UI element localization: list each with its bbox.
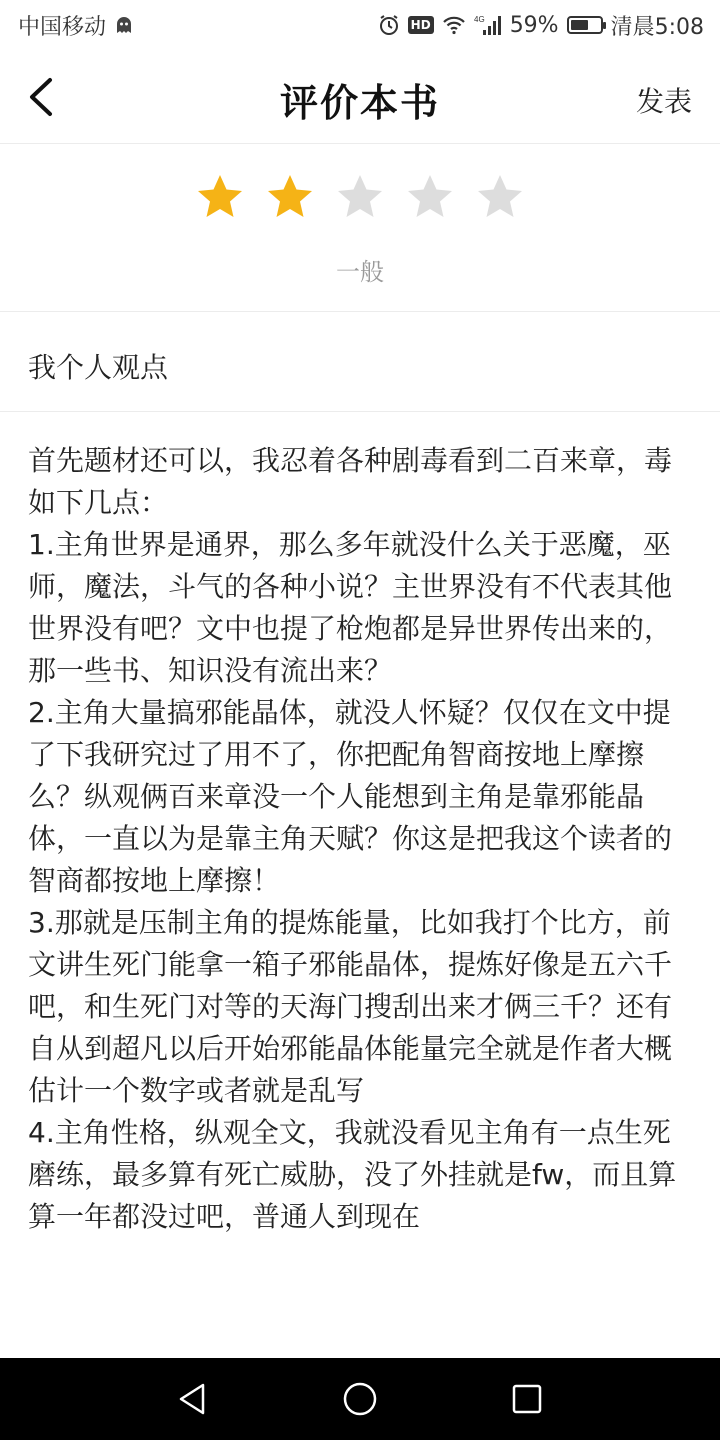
star-rating[interactable] <box>0 172 720 222</box>
publish-button[interactable]: 发表 <box>635 85 692 118</box>
star-icon-1-filled[interactable] <box>195 172 245 222</box>
home-circle-icon <box>340 1379 380 1419</box>
system-nav-bar <box>0 1358 720 1440</box>
star-icon-5-empty[interactable] <box>475 172 525 222</box>
battery-fill <box>571 20 588 30</box>
page-title: 评价本书 <box>279 81 440 125</box>
signal-icon <box>474 14 502 36</box>
top-app-bar <box>0 50 720 144</box>
nav-recents-button[interactable] <box>497 1369 557 1429</box>
star-icon-2-filled[interactable] <box>265 172 315 222</box>
ghost-app-icon <box>114 15 134 35</box>
nav-back-button[interactable] <box>163 1369 223 1429</box>
network-type-label: 4G <box>473 15 485 24</box>
recents-square-icon <box>509 1381 545 1417</box>
star-icon-3-empty[interactable] <box>335 172 385 222</box>
review-title-field[interactable]: 我个人观点 <box>0 312 720 412</box>
hd-icon: HD <box>408 16 434 34</box>
star-icon-4-empty[interactable] <box>405 172 455 222</box>
status-bar <box>0 0 720 50</box>
clock-time: 清晨5:08 <box>610 14 704 40</box>
wifi-icon <box>442 15 466 35</box>
back-triangle-icon <box>175 1381 211 1417</box>
rating-label: 一般 <box>336 258 384 286</box>
nav-home-button[interactable] <box>330 1369 390 1429</box>
carrier-label: 中国移动 <box>18 14 107 40</box>
review-body-textarea[interactable]: 首先题材还可以，我忍着各种剧毒看到二百来章，毒如下几点： 1.主角世界是通界，那么多年就没什么关于恶魔，巫师，魔法，斗气的各种小说？主世界没有不代表其他世界没有吧？文中也提了枪炮都是异世界传出来的，那一些书、知识没有流出来？ 2.主角大量搞邪能晶体，就没人怀疑？仅仅在文中提了下我研究过了用不了，你把配角智商按地上摩擦么？纵观俩百来章没一个人能想到主角是靠邪能晶体，一直以为是靠主角天赋？你这是把我这个读者的智商都按地上摩擦！ 3.那就是压制主角的提炼能量，比如我打个比方，前文讲生死门能拿一箱子邪能晶体，提炼好像是五六千吧，和生死门对等的天海门搜刮出来才俩三千？还有自从到超凡以后开始邪能晶体能量完全就是作者大概估计一个数字或者就是乱写 4.主角性格，纵观全文，我就没看见主角有一点生死磨练，最多算有死亡威胁，没了外挂就是fw，而且算算一年都没过吧，普通人到现在 <box>28 444 677 1233</box>
alarm-icon <box>378 14 400 36</box>
battery-percent: 59% <box>509 12 559 38</box>
rating-section <box>0 144 720 312</box>
battery-icon <box>567 16 603 34</box>
